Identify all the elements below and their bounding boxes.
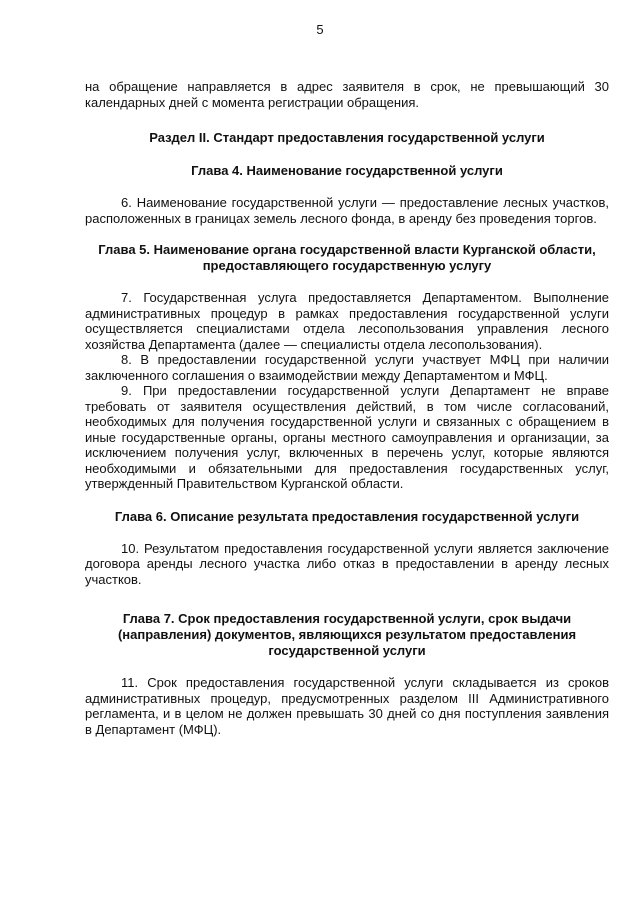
paragraph-item: 9. При предоставлении государственной услуги Департамент не вправе требовать от заявителя осуществления действий, в том числе согласований, необходимых для получения государственной услуги и связанных с обращением в иные государственные органы, органы местного самоуправления и организации, за исключением получения услуг, включенных в перечень услуг, которые являются необходимыми и обязательными для предоставления государственных услуг, утвержденный Правительством Курганской области. bbox=[85, 383, 609, 491]
chapter-heading: Глава 5. Наименование органа государственной власти Курганской области, предоставляющего государственную услугу bbox=[98, 242, 596, 273]
document-body bbox=[85, 79, 609, 737]
paragraph-item: 10. Результатом предоставления государственной услуги является заключение договора аренды лесного участка либо отказ в предоставлении в аренду лесных участков. bbox=[85, 540, 609, 587]
page-number: 5 bbox=[316, 22, 324, 37]
paragraph-continuation: на обращение направляется в адрес заявителя в срок, не превышающий 30 календарных дней с момента регистрации обращения. bbox=[85, 79, 609, 110]
chapter-heading: Глава 4. Наименование государственной услуги bbox=[191, 163, 503, 178]
chapter-heading: Глава 7. Срок предоставления государственной услуги, срок выдачи (направления) документов, являющихся результатом предоставления государственной услуги bbox=[117, 611, 577, 658]
paragraph-item: 11. Срок предоставления государственной услуги складывается из сроков административных процедур, предусмотренных разделом III Административного регламента, и в целом не должен превышать 30 дней со дня поступления заявления в Департамент (МФЦ). bbox=[85, 675, 609, 737]
paragraph-item: 6. Наименование государственной услуги — предоставление лесных участков, расположенных в границах земель лесного фонда, в аренду без проведения торгов. bbox=[85, 195, 609, 226]
paragraph-item: 7. Государственная услуга предоставляется Департаментом. Выполнение административных процедур в рамках предоставления государственной услуги осуществляется специалистами отдела лесопользования управления лесного хозяйства Департамента (далее — специалисты отдела лесопользования). bbox=[85, 290, 609, 352]
paragraph-item: 8. В предоставлении государственной услуги участвует МФЦ при наличии заключенного соглашения о взаимодействии между Департаментом и МФЦ. bbox=[85, 352, 609, 383]
chapter-heading: Глава 6. Описание результата предоставления государственной услуги bbox=[114, 508, 580, 524]
section-heading: Раздел II. Стандарт предоставления государственной услуги bbox=[149, 130, 545, 145]
